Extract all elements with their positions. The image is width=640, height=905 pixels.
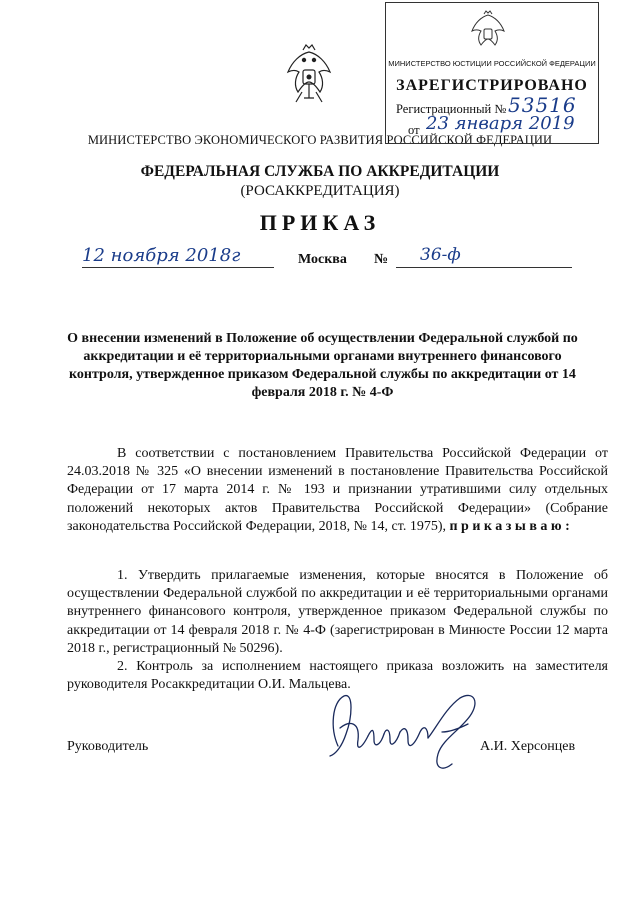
signatory-role: Руководитель [67,739,149,754]
stamp-regnum-label: Регистрационный № [396,102,507,116]
stamp-registered: ЗАРЕГИСТРИРОВАНО [396,77,588,94]
number-sign: № [374,252,389,267]
date-underline [82,267,274,268]
registration-stamp [385,2,599,144]
order-subject: О внесении изменений в Положение об осуществлении Федеральной службой по аккредитации и её территориальными органами внутреннего финансового контроля, утвержденное приказом Федеральной службы по аккредитации от 14 февраля 2018 г. № 4-Ф [67,331,578,400]
city: Москва [298,252,347,267]
body-paragraph-item-1: 1. Утвердить прилагаемые изменения, которые вносятся в Положение об осуществлении Федеральной службой по аккредитации и её территориальными органами внутреннего финансового контроля, утвержденное приказом Федеральной службы по аккредитации от 14 февраля 2018 г. № 4-Ф (зарегистрирован в Минюсте России 12 марта 2018 г., регистрационный № 50296). [67,568,608,656]
stamp-ministry: МИНИСТЕРСТВО ЮСТИЦИИ РОССИЙСКОЙ ФЕДЕРАЦИИ [388,59,596,68]
service-name: ФЕДЕРАЛЬНАЯ СЛУЖБА ПО АККРЕДИТАЦИИ [140,163,500,180]
stamp-from-label: от [408,123,420,137]
coat-of-arms-icon [282,42,336,108]
document-title: ПРИКАЗ [259,210,381,235]
order-date: 12 ноября 2018г [82,245,241,266]
service-abbreviation: (РОСАККРЕДИТАЦИЯ) [240,183,400,199]
ministry-name: МИНИСТЕРСТВО ЭКОНОМИЧЕСКОГО РАЗВИТИЯ РОССИЙСКОЙ ФЕДЕРАЦИИ [87,133,553,147]
number-underline [396,267,572,268]
stamp-regnum: 53516 [508,93,577,117]
body-paragraph-preamble [67,445,608,536]
signature-icon [310,688,500,776]
coat-of-arms-icon [468,9,508,53]
signatory-name: А.И. Херсонцев [480,739,576,754]
body-paragraph-item-2: 2. Контроль за исполнением настоящего приказа возложить на заместителя руководителя Росаккредитации О.И. Мальцева. [67,659,608,693]
preamble-text: В соответствии с постановлением Правительства Российской Федерации от 24.03.2018 № 325 «О внесении изменений в постановление Правительства Российской Федерации от 17 марта 2014 г. № 193 и признании утратившими силу отдельных положений некоторых актов Правительства Российской Федерации» (Собрание законодательства Российской Федерации, 2018, № 14, ст. 1975), [67,446,608,534]
order-number: 36-ф [420,245,461,265]
stamp-from-date: 23 января 2019 [426,113,575,134]
order-keyword: приказываю: [449,518,574,534]
